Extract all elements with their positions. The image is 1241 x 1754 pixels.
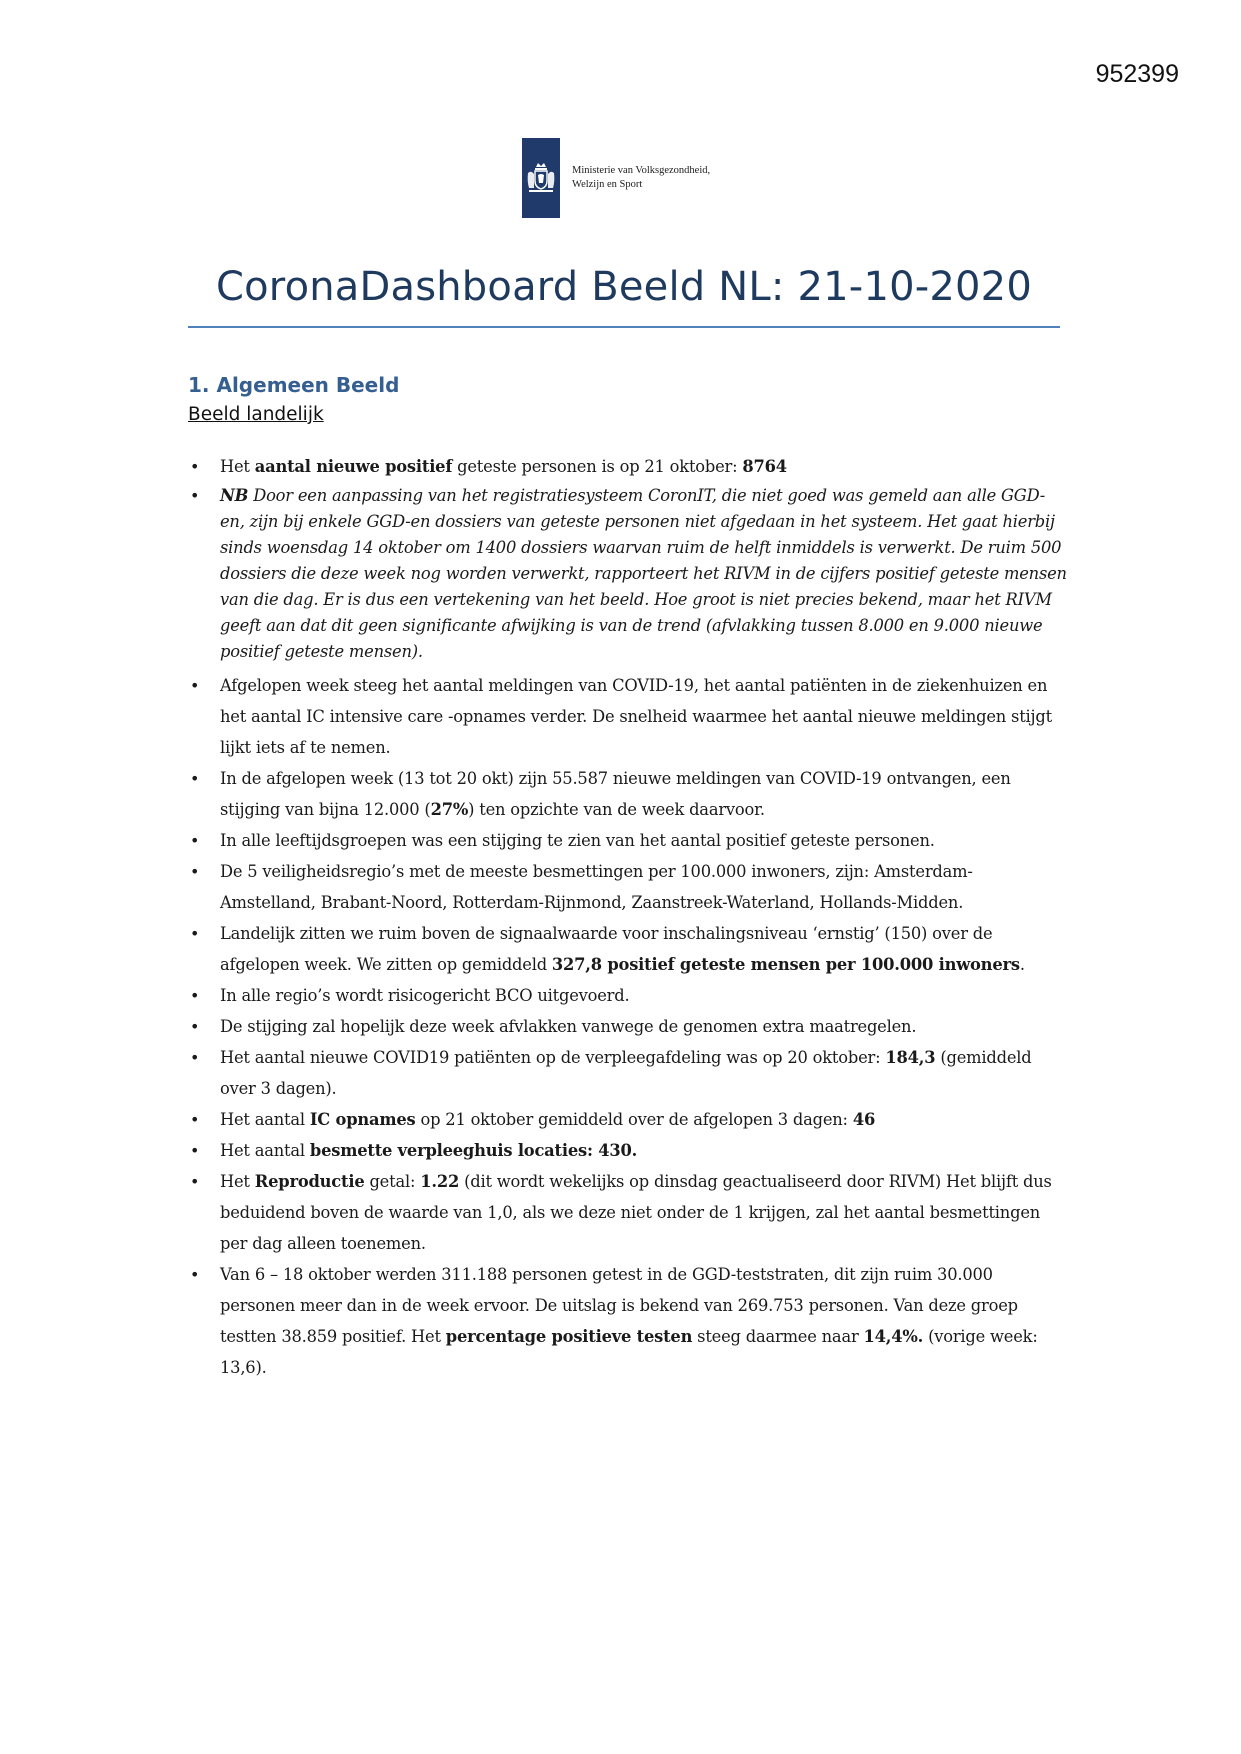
page-title: CoronaDashboard Beeld NL: 21-10-2020 — [216, 264, 1032, 310]
bullet-registration-note: • NB Door een aanpassing van het registratiesysteem CoronIT, die niet goed was gemeld aan alle GGD-en, zijn bij enkele GGD-en dossiers van geteste personen niet afgedaan in het systeem. Het gaat hierbij sinds woensdag 14 oktober om 1400 dossiers waarvan ruim de helft inmiddels is verwerkt. De ruim 500 dossiers die deze week nog worden verwerkt, rapporteert het RIVM in de cijfers positief geteste mensen van die dag. Er is dus een vertekening van het beeld. Hoe groot is niet precies bekend, maar het RIVM geeft aan dat dit geen significante afwijking is van de trend (afvlakking tussen 8.000 en 9.000 nieuwe positief geteste mensen). — [188, 483, 1068, 665]
document-id: 952399 — [1095, 60, 1179, 88]
bullet-measures: • De stijging zal hopelijk deze week afvlakken vanwege de genomen extra maatregelen. — [188, 1011, 1068, 1042]
bullet-nursing-homes: • Het aantal besmette verpleeghuis locaties: 430. — [188, 1135, 1068, 1166]
bullet-new-positives: • Het aantal nieuwe positief geteste personen is op 21 oktober: 8764 — [188, 451, 1068, 482]
ministry-logo — [522, 138, 710, 218]
title-divider — [188, 326, 1060, 328]
bullet-bco: • In alle regio’s wordt risicogericht BCO uitgevoerd. — [188, 980, 1068, 1011]
bullet-safety-regions: • De 5 veiligheidsregio’s met de meeste besmettingen per 100.000 inwoners, zijn: Amsterdam-Amstelland, Brabant-Noord, Rotterdam-Rijnmond, Zaanstreek-Waterland, Hollands-Midden. — [188, 856, 1068, 918]
ministry-name — [572, 164, 710, 192]
bullet-weekly-trend: • Afgelopen week steeg het aantal meldingen van COVID-19, het aantal patiënten in de ziekenhuizen en het aantal IC intensive care -opnames verder. De snelheid waarmee het aantal nieuwe meldingen stijgt lijkt iets af te nemen. — [188, 670, 1068, 763]
bullet-weekly-reports: • In de afgelopen week (13 tot 20 okt) zijn 55.587 nieuwe meldingen van COVID-19 ontvangen, een stijging van bijna 12.000 (27%) ten opzichte van de week daarvoor. — [188, 763, 1068, 825]
lion-shield-icon — [526, 161, 556, 195]
bullet-age-groups: • In alle leeftijdsgroepen was een stijging te zien van het aantal positief geteste personen. — [188, 825, 1068, 856]
coat-of-arms-emblem — [522, 138, 560, 218]
bullet-signal-value: • Landelijk zitten we ruim boven de signaalwaarde voor inschalingsniveau ‘ernstig’ (150) over de afgelopen week. We zitten op gemiddeld 327,8 positief geteste mensen per 100.000 inwoners. — [188, 918, 1068, 980]
bullet-list — [188, 451, 1068, 1383]
bullet-reproduction: • Het Reproductie getal: 1.22 (dit wordt wekelijks op dinsdag geactualiseerd door RIVM) Het blijft dus beduidend boven de waarde van 1,0, als we deze niet onder de 1 krijgen, zal het aantal besmettingen per dag alleen toenemen. — [188, 1166, 1068, 1259]
section-heading: 1. Algemeen Beeld — [188, 373, 400, 397]
ministry-name-line1: Ministerie van Volksgezondheid, — [572, 165, 711, 176]
section-subheading: Beeld landelijk — [188, 404, 324, 425]
bullet-test-lanes: • Van 6 – 18 oktober werden 311.188 personen getest in de GGD-teststraten, dit zijn ruim 30.000 personen meer dan in de week ervoor. De uitslag is bekend van 269.753 personen. Van deze groep testten 38.859 positief. Het percentage positieve testen steeg daarmee naar 14,4%. (vorige week: 13,6). — [188, 1259, 1068, 1383]
ministry-name-line2: Welzijn en Sport — [572, 179, 643, 190]
bullet-ward-patients: • Het aantal nieuwe COVID19 patiënten op de verpleegafdeling was op 20 oktober: 184,3 (gemiddeld over 3 dagen). — [188, 1042, 1068, 1104]
bullet-ic-admissions: • Het aantal IC opnames op 21 oktober gemiddeld over de afgelopen 3 dagen: 46 — [188, 1104, 1068, 1135]
